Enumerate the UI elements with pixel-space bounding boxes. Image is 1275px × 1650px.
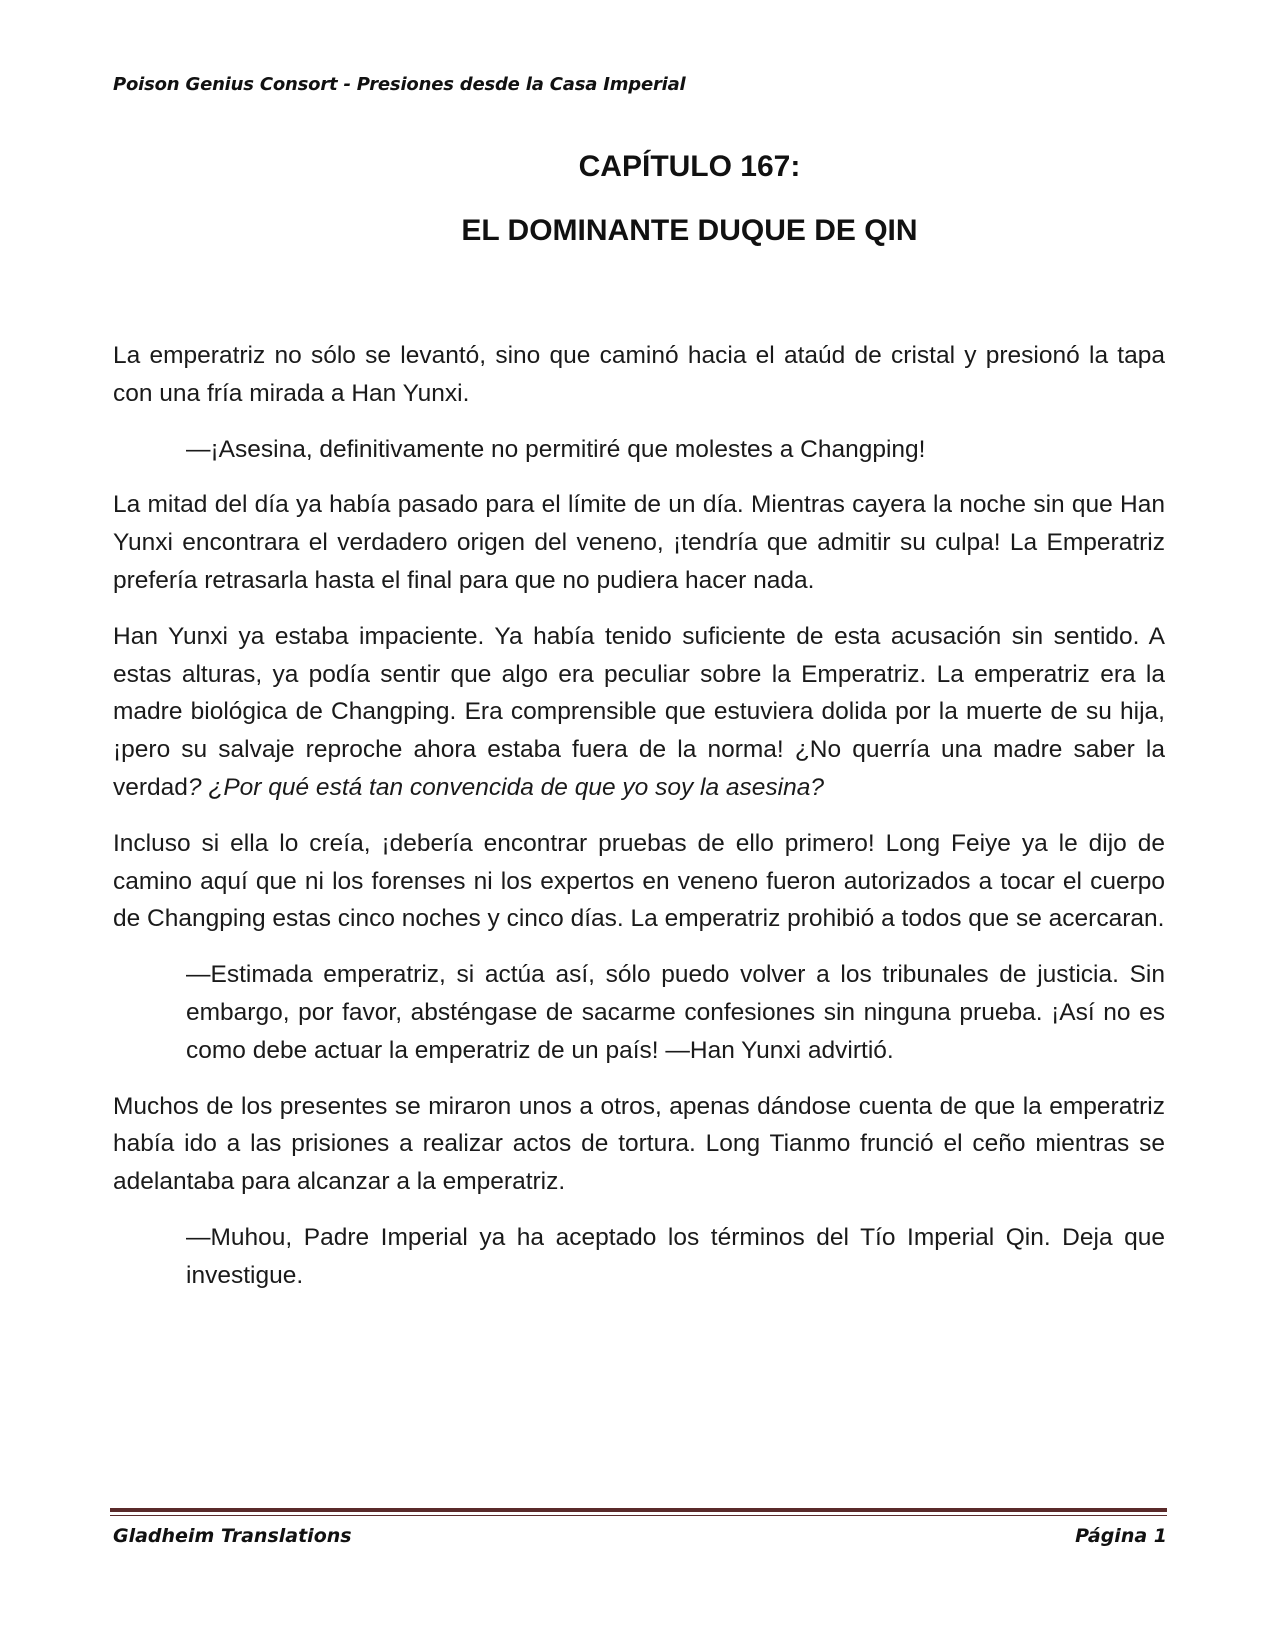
paragraph: Muchos de los presentes se miraron unos a otros, apenas dándose cuenta de que la emperatriz había ido a las prisiones a realizar actos de tortura. Long Tianmo frunció el ceño mientras se adelantaba para alcanzar a la emperatriz.	[113, 1092, 1165, 1196]
chapter-title: EL DOMINANTE DUQUE DE QIN	[461, 214, 918, 247]
paragraph: La mitad del día ya había pasado para el límite de un día. Mientras cayera la noche sin que Han Yunxi encontrara el verdadero origen del veneno, ¡tendría que admitir su culpa! La Emperatriz prefería retrasarla hasta el final para que no pudiera hacer nada.	[113, 491, 1165, 594]
chapter-number: CAPÍTULO 167:	[578, 150, 801, 183]
dialogue-paragraph: —Estimada emperatriz, si actúa así, sólo puedo volver a los tribunales de justicia. Sin embargo, por favor, absténgase de sacarme confesiones sin ninguna prueba. ¡Así no es como debe actuar la emperatriz de un país! —Han Yunxi advirtió.	[186, 961, 1165, 1064]
paragraph-text: Han Yunxi ya estaba impaciente. Ya había tenido suficiente de esta acusación sin sentido. A estas alturas, ya podía sentir que algo era peculiar sobre la Emperatriz. La emperatriz era la madre biológica de Changping. Era comprensible que estuviera dolida por la muerte de su hija, ¡pero su salvaje reproche ahora estaba fuera de la norma! ¿No querría una madre saber la verdad	[113, 622, 1165, 801]
running-header: Poison Genius Consort - Presiones desde la Casa Imperial	[113, 74, 686, 95]
body-text	[113, 337, 1165, 1313]
page-number: Página 1	[1075, 1525, 1167, 1547]
dialogue-paragraph: —¡Asesina, definitivamente no permitiré que molestes a Changping!	[186, 435, 926, 463]
paragraph-italic-thought: ? ¿Por qué está tan convencida de que yo soy la asesina?	[187, 773, 824, 801]
dialogue-paragraph: —Muhou, Padre Imperial ya ha aceptado los términos del Tío Imperial Qin. Deja que investigue.	[186, 1223, 1165, 1289]
footer-divider-thin	[110, 1515, 1167, 1516]
paragraph	[113, 618, 1165, 807]
footer-publisher: Gladheim Translations	[113, 1525, 352, 1547]
paragraph: Incluso si ella lo creía, ¡debería encontrar pruebas de ello primero! Long Feiye ya le dijo de camino aquí que ni los forenses ni los expertos en veneno fueron autorizados a tocar el cuerpo de Changping estas cinco noches y cinco días. La emperatriz prohibió a todos que se acercaran.	[113, 829, 1165, 933]
footer-divider	[110, 1508, 1167, 1512]
paragraph: La emperatriz no sólo se levantó, sino que caminó hacia el ataúd de cristal y presionó la tapa con una fría mirada a Han Yunxi.	[113, 342, 1165, 407]
